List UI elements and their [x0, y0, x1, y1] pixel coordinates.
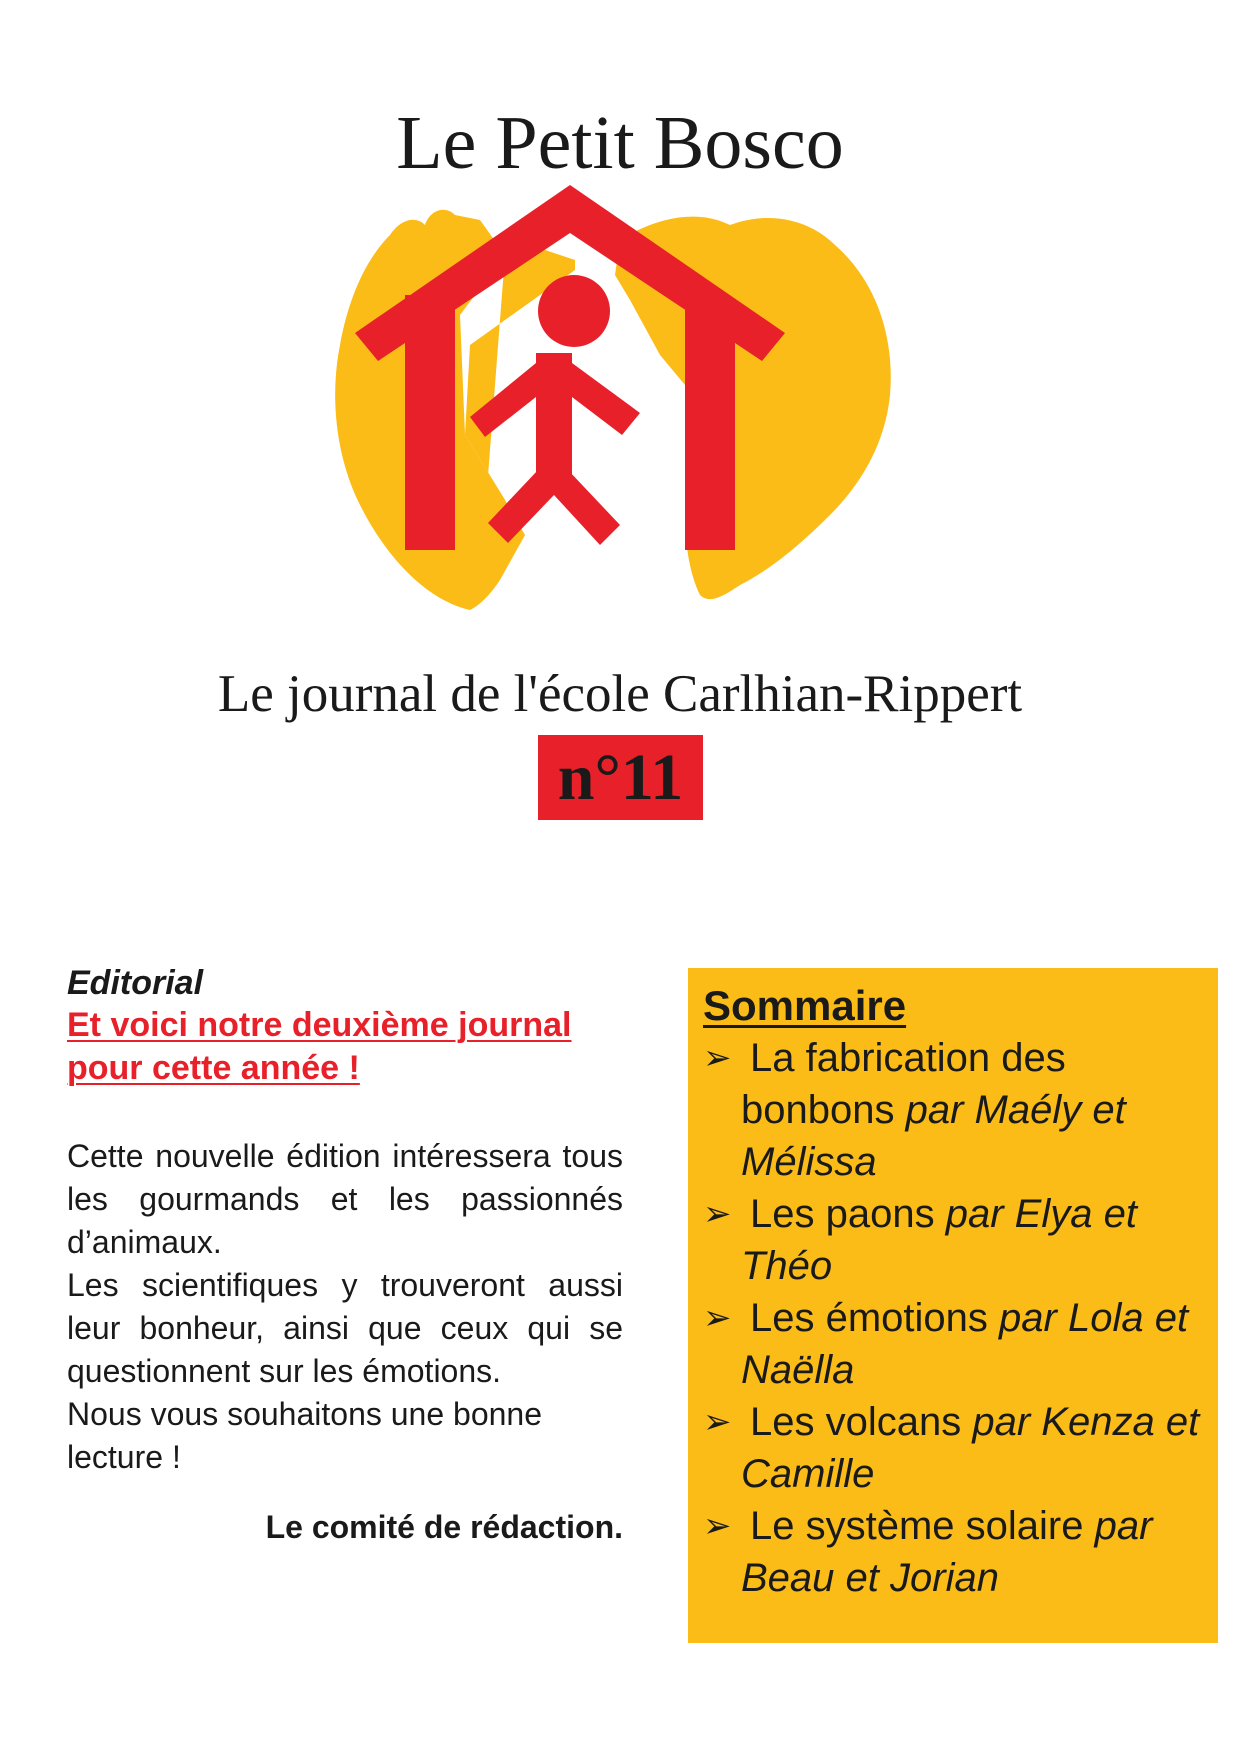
summary-item-authors: par Lola et Naëlla	[741, 1296, 1189, 1392]
summary-item-authors: par Maély et Mélissa	[741, 1088, 1126, 1184]
summary-item-authors: par Elya et Théo	[741, 1192, 1137, 1288]
arrow-bullet-icon: ➢	[703, 1195, 732, 1233]
arrow-bullet-icon: ➢	[703, 1403, 732, 1441]
child-head	[538, 275, 610, 347]
editorial-paragraph: Nous vous souhaitons une bonne lecture !	[67, 1396, 543, 1475]
summary-item-topic: La fabrication des bonbons	[741, 1036, 1066, 1132]
summary-title: Sommaire	[703, 982, 907, 1029]
arrow-bullet-icon: ➢	[703, 1507, 732, 1545]
editorial-body	[67, 1135, 623, 1479]
editorial-paragraph: Les scientifiques y trouveront aussi leur bonheur, ainsi que ceux qui se questionnent sur les émotions.	[67, 1267, 623, 1389]
summary-list	[703, 1032, 1204, 1604]
journal-subtitle: Le journal de l'école Carlhian-Rippert	[217, 665, 1023, 723]
issue-number-badge: n°11	[538, 735, 703, 820]
arrow-bullet-icon: ➢	[703, 1299, 732, 1337]
summary-item	[703, 1292, 1204, 1396]
editorial-paragraph: Cette nouvelle édition intéressera tous les gourmands et les passionnés d’animaux.	[67, 1138, 623, 1260]
summary-item	[703, 1188, 1204, 1292]
journal-title: Le Petit Bosco	[396, 101, 844, 185]
editorial-headline-line2: pour cette année !	[67, 1049, 360, 1087]
red-wall-right	[685, 310, 735, 550]
summary-item	[703, 1500, 1204, 1604]
editorial-label: Editorial	[67, 964, 204, 1002]
editorial-headline-line1: Et voici notre deuxième journal	[67, 1006, 572, 1044]
house-child-logo-icon	[330, 185, 970, 645]
child-legs	[488, 470, 620, 545]
summary-item-topic: Les émotions	[750, 1296, 988, 1340]
arrow-bullet-icon: ➢	[703, 1039, 732, 1077]
editorial-signature: Le comité de rédaction.	[265, 1509, 623, 1545]
summary-item-topic: Le système solaire	[750, 1504, 1084, 1548]
summary-box	[688, 968, 1218, 1643]
summary-item	[703, 1032, 1204, 1188]
red-wall-left	[405, 295, 455, 550]
editorial-headline	[67, 1004, 623, 1090]
summary-item-topic: Les volcans	[750, 1400, 962, 1444]
summary-item-topic: Les paons	[750, 1192, 935, 1236]
summary-item-authors: par Beau et Jorian	[741, 1504, 1153, 1600]
editorial-section	[67, 962, 623, 1549]
summary-item-authors: par Kenza et Camille	[741, 1400, 1200, 1496]
summary-item	[703, 1396, 1204, 1500]
